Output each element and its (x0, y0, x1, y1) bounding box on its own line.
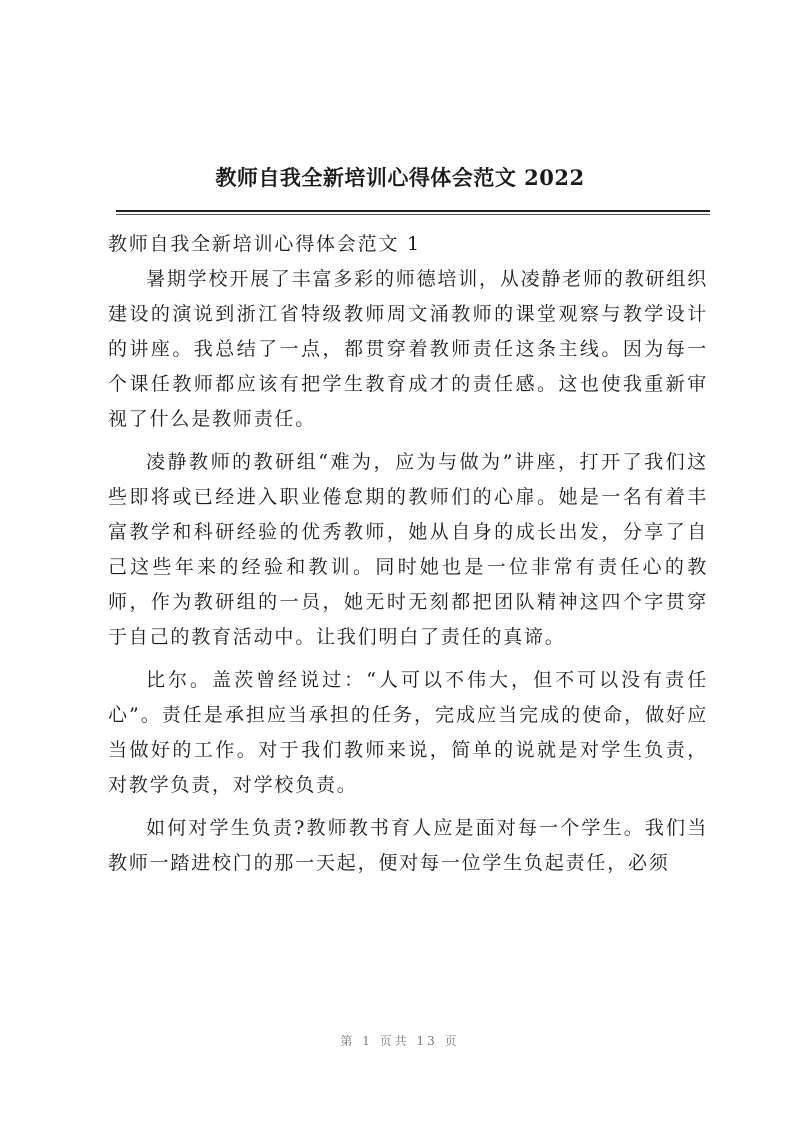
document-title: 教师自我全新培训心得体会范文 2022 (215, 165, 585, 190)
paragraph-1: 暑期学校开展了丰富多彩的师德培训，从凌静老师的教研组织建设的演说到浙江省特级教师周文涌教师的课堂观察与教学设计的讲座。我总结了一点，都贯穿着教师责任这条主线。因为每一个课任教师都应该有把学生教育成才的责任感。这也使我重新审视了什么是教师责任。 (108, 268, 708, 430)
title-divider-thin (116, 214, 710, 215)
section-heading: 教师自我全新培训心得体会范文 1 (108, 233, 421, 255)
title-divider (116, 210, 710, 212)
paragraph-4: 如何对学生负责?教师教书育人应是面对每一个学生。我们当教师一踏进校门的那一天起，便对每一位学生负起责任，必须 (108, 817, 708, 874)
paragraph-3: 比尔。盖茨曾经说过：“人可以不伟大，但不可以没有责任心”。责任是承担应当承担的任务，完成应当完成的使命，做好应当做好的工作。对于我们教师来说，简单的说就是对学生负责，对教学负责，对学校负责。 (108, 669, 708, 796)
page-number-footer: 第 1 页共 13 页 (340, 1034, 460, 1048)
document-body (108, 227, 708, 881)
paragraph-2: 凌静教师的教研组“难为，应为与做为”讲座，打开了我们这些即将或已经进入职业倦怠期的教师们的心扉。她是一名有着丰富教学和科研经验的优秀教师，她从自身的成长出发，分享了自己这些年来的经验和教训。同时她也是一位非常有责任心的教师，作为教研组的一员，她无时无刻都把团队精神这四个字贯穿于自己的教育活动中。让我们明白了责任的真谛。 (108, 451, 708, 648)
